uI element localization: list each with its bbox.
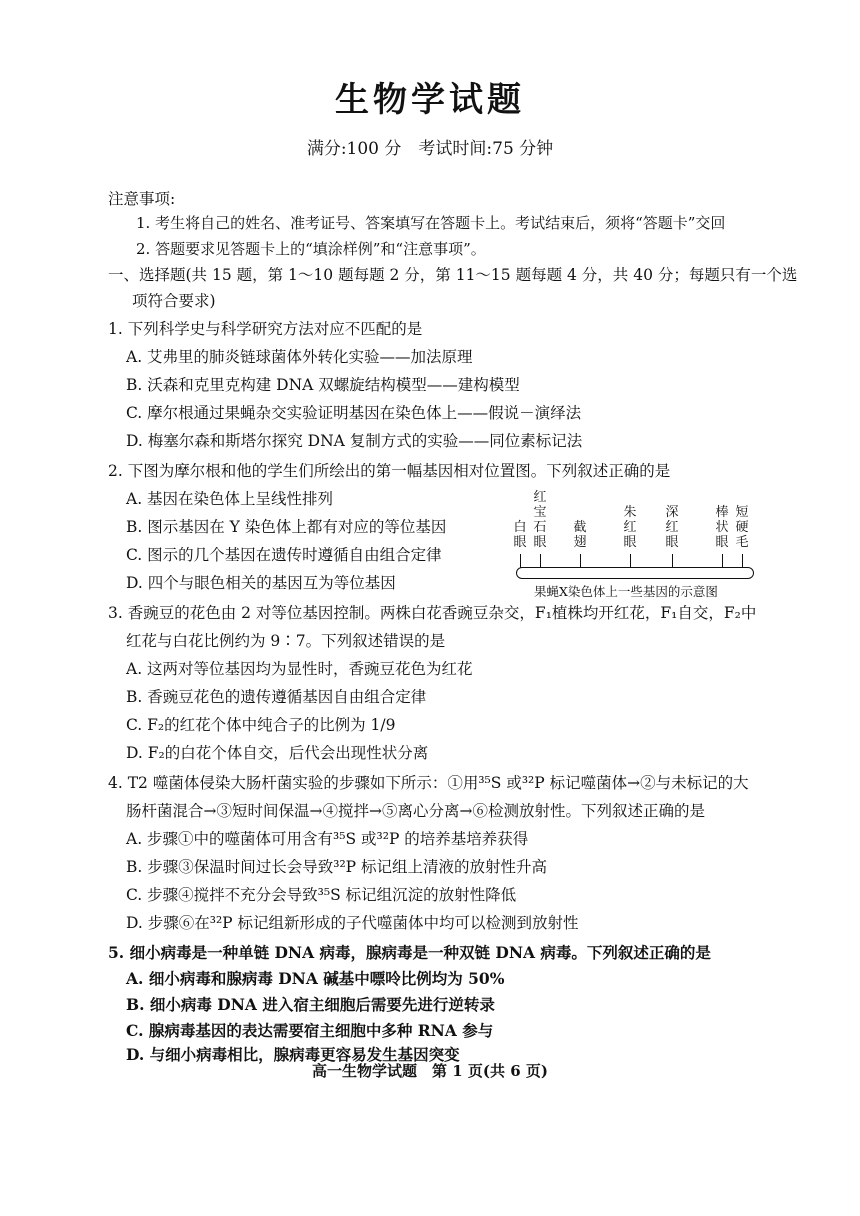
question-stem: 3. 香豌豆的花色由 2 对等位基因控制。两株白花香豌豆杂交，F₁植株均开红花，F₁自交，F₂中 [108,604,757,622]
option: C. 步骤④搅拌不充分会导致³⁵S 标记组沉淀的放射性降低 [126,886,517,904]
gene-tick [520,554,521,568]
gene-tick [722,554,723,568]
page-title: 生物学试题 [335,80,525,120]
option: A. 艾弗里的肺炎链球菌体外转化实验——加法原理 [126,348,473,366]
option: D. F₂的白花个体自交，后代会出现性状分离 [126,744,429,762]
section-heading-cont: 项符合要求) [132,292,216,310]
option: B. 步骤③保温时间过长会导致³²P 标记组上清液的放射性升高 [126,858,548,876]
page-footer: 高一生物学试题 第 1 页(共 6 页) [312,1062,548,1080]
option: B. 细小病毒 DNA 进入宿主细胞后需要先进行逆转录 [126,995,495,1014]
chromosome-bar [516,567,754,579]
gene-label: 红 宝 石 眼 [533,490,547,550]
option: D. 步骤⑥在³²P 标记组新形成的子代噬菌体中均可以检测到放射性 [126,914,579,932]
option: B. 图示基因在 Y 染色体上都有对应的等位基因 [126,518,447,536]
option: C. F₂的红花个体中纯合子的比例为 1/9 [126,716,396,734]
question-stem: 1. 下列科学史与科学研究方法对应不匹配的是 [108,320,423,338]
question-stem: 4. T2 噬菌体侵染大肠杆菌实验的步骤如下所示：①用³⁵S 或³²P 标记噬菌体→②与未标记的大 [108,774,749,792]
gene-label: 朱 红 眼 [623,505,637,550]
option: D. 梅塞尔森和斯塔尔探究 DNA 复制方式的实验——同位素标记法 [126,432,583,450]
option: D. 与细小病毒相比，腺病毒更容易发生基因突变 [126,1045,460,1064]
figure-caption: 果蝇X染色体上一些基因的示意图 [534,584,718,599]
option: A. 基因在染色体上呈线性排列 [126,490,334,508]
question-stem: 5. 细小病毒是一种单链 DNA 病毒，腺病毒是一种双链 DNA 病毒。下列叙述正确的是 [108,943,711,962]
gene-tick [540,554,541,568]
gene-tick [742,554,743,568]
option: C. 图示的几个基因在遗传时遵循自由组合定律 [126,546,442,564]
gene-label: 短 硬 毛 [735,505,749,550]
gene-label: 白 眼 [513,520,527,550]
option: D. 四个与眼色相关的基因互为等位基因 [126,574,396,592]
section-heading: 一、选择题(共 15 题，第 1～10 题每题 2 分，第 11～15 题每题 4 分，共 40 分；每题只有一个选 [108,266,798,284]
option: B. 香豌豆花色的遗传遵循基因自由组合定律 [126,688,427,706]
gene-label: 截 翅 [573,520,587,550]
question-stem-cont: 肠杆菌混合→③短时间保温→④搅拌→⑤离心分离→⑥检测放射性。下列叙述正确的是 [126,802,705,820]
gene-tick [672,554,673,568]
question-stem-cont: 红花与白花比例约为 9∶7。下列叙述错误的是 [126,632,446,650]
option: A. 步骤①中的噬菌体可用含有³⁵S 或³²P 的培养基培养获得 [126,830,529,848]
question-stem: 2. 下图为摩尔根和他的学生们所绘出的第一幅基因相对位置图。下列叙述正确的是 [108,462,671,480]
gene-tick [630,554,631,568]
gene-tick [580,554,581,568]
gene-label: 深 红 眼 [665,505,679,550]
option: C. 摩尔根通过果蝇杂交实验证明基因在染色体上——假说－演绎法 [126,404,582,422]
chromosome-gene-map [500,488,760,600]
option: A. 细小病毒和腺病毒 DNA 碱基中嘌呤比例均为 50% [126,969,505,988]
option: B. 沃森和克里克构建 DNA 双螺旋结构模型——建构模型 [126,376,520,394]
option: C. 腺病毒基因的表达需要宿主细胞中多种 RNA 参与 [126,1021,494,1040]
notes-heading: 注意事项: [108,190,176,208]
note-item: 1. 考生将自己的姓名、准考证号、答案填写在答题卡上。考试结束后，须将“答题卡”交回 [136,214,726,232]
option: A. 这两对等位基因均为显性时，香豌豆花色为红花 [126,660,473,678]
note-item: 2. 答题要求见答题卡上的“填涂样例”和“注意事项”。 [136,240,486,258]
exam-info: 满分:100 分 考试时间:75 分钟 [306,139,554,159]
gene-label: 棒 状 眼 [715,505,729,550]
